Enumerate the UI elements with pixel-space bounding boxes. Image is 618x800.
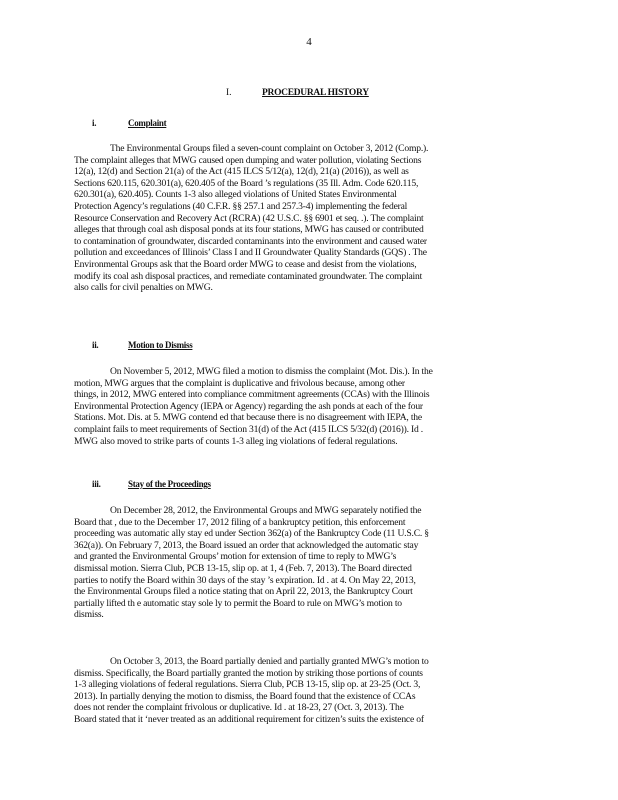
text-line: Sections 620.115, 620.301(a), 620.405 of the Board ’s regulations (35 Ill. Adm. Code 620.115, — [74, 177, 419, 189]
subsection-heading-motion-to-dismiss — [92, 340, 192, 350]
text-line: dismiss. — [74, 609, 104, 621]
text-line: 2013). In partially denying the motion to dismiss, the Board found that the existence of CCAs — [74, 690, 416, 702]
subsection-title: Stay of the Proceedings — [128, 479, 211, 489]
text-line: proceeding was automatic ally stay ed under Section 362(a) of the Bankruptcy Code (11 U.S.C. § — [74, 528, 429, 540]
text-line: 12(a), 12(d) and Section 21(a) of the Act (415 ILCS 5/12(a), 12(d), 21(a) (2016)), as well as — [74, 166, 409, 178]
subsection-heading-complaint — [92, 118, 166, 128]
text-line: Stations. Mot. Dis. at 5. MWG contend ed that because there is no disagreement with IEPA, the — [74, 412, 422, 424]
text-line: On October 3, 2013, the Board partially denied and partially granted MWG’s motion to — [110, 656, 429, 667]
text-line: things, in 2012, MWG entered into compliance commitment agreements (CCAs) with the Illinois — [74, 389, 430, 401]
text-line: Environmental Groups ask that the Board order MWG to cease and desist from the violations, — [74, 258, 417, 270]
motion-to-dismiss-paragraph — [74, 366, 554, 447]
page-number: 4 — [306, 36, 312, 48]
subsection-number: ii. — [92, 340, 99, 350]
text-line: does not render the complaint frivolous or duplicative. Id . at 18-23, 27 (Oct. 3, 2013). The — [74, 702, 404, 714]
section-heading — [226, 88, 369, 98]
subsection-number: i. — [92, 118, 97, 128]
text-line: also calls for civil penalties on MWG. — [74, 282, 213, 294]
text-line: partially lifted th e automatic stay sole ly to permit the Board to rule on MWG’s motion to — [74, 597, 402, 609]
text-line: Resource Conservation and Recovery Act (RCRA) (42 U.S.C. §§ 6901 et seq. .). The complaint — [74, 212, 424, 224]
text-line: the Environmental Groups filed a notice stating that on April 22, 2013, the Bankruptcy Court — [74, 586, 413, 598]
subsection-title: Complaint — [128, 118, 167, 128]
section-number: I. — [226, 88, 232, 98]
text-line: Protection Agency’s regulations (40 C.F.R. §§ 257.1 and 257.3-4) implementing the federal — [74, 200, 408, 212]
text-line: The Environmental Groups filed a seven-count complaint on October 3, 2012 (Comp.). — [110, 143, 429, 154]
text-line: Environmental Protection Agency (IEPA or Agency) regarding the ash ponds at each of the four — [74, 400, 423, 412]
text-line: Board that , due to the December 17, 2012 filing of a bankruptcy petition, this enforcement — [74, 516, 406, 528]
text-line: 1-3 alleging violations of federal regulations. Sierra Club, PCB 13-15, slip op. at 23-25 (Oct. 3, — [74, 679, 421, 691]
stay-paragraph-2 — [74, 656, 554, 726]
text-line: to contamination of groundwater, discarded contaminants into the environment and caused water — [74, 235, 427, 247]
text-line: On November 5, 2012, MWG filed a motion to dismiss the complaint (Mot. Dis.). In the — [110, 366, 433, 377]
text-line: The complaint alleges that MWG caused open dumping and water pollution, violating Sections — [74, 154, 422, 166]
text-line: modify its coal ash disposal practices, and remediate contaminated groundwater. The complaint — [74, 270, 423, 282]
text-line: Board stated that it ‘never treated as an additional requirement for citizen’s suits the existence of — [74, 713, 424, 725]
subsection-title: Motion to Dismiss — [128, 340, 193, 350]
text-line: On December 28, 2012, the Environmental Groups and MWG separately notified the — [110, 505, 422, 516]
subsection-number: iii. — [92, 479, 101, 489]
text-line: pollution and exceedances of Illinois’ Class I and II Groundwater Quality Standards (GQS) . The — [74, 247, 427, 259]
text-line: 362(a)). On February 7, 2013, the Board issued an order that acknowledged the automatic stay — [74, 539, 419, 551]
stay-paragraph-1 — [74, 505, 554, 621]
complaint-paragraph — [74, 143, 554, 294]
section-title: PROCEDURAL HISTORY — [262, 88, 369, 98]
text-line: motion, MWG argues that the complaint is duplicative and frivolous because, among other — [74, 377, 405, 389]
text-line: alleges that through coal ash disposal ponds at its four stations, MWG has caused or contributed — [74, 224, 424, 236]
text-line: parties to notify the Board within 30 days of the stay ’s expiration. Id . at 4. On May 22, 2013, — [74, 574, 416, 586]
subsection-heading-stay — [92, 479, 211, 489]
text-line: 620.301(a), 620.405). Counts 1-3 also alleged violations of United States Environmental — [74, 189, 397, 201]
text-line: dismiss. Specifically, the Board partially granted the motion by striking those portions of counts — [74, 667, 423, 679]
text-line: complaint fails to meet requirements of Section 31(d) of the Act (415 ILCS 5/32(d) (2016)). Id . — [74, 423, 424, 435]
text-line: dismissal motion. Sierra Club, PCB 13-15, slip op. at 1, 4 (Feb. 7, 2013). The Board directed — [74, 562, 412, 574]
text-line: and granted the Environmental Groups’ motion for extension of time to reply to MWG’s — [74, 551, 397, 563]
text-line: MWG also moved to strike parts of counts 1-3 alleg ing violations of federal regulations. — [74, 435, 398, 447]
